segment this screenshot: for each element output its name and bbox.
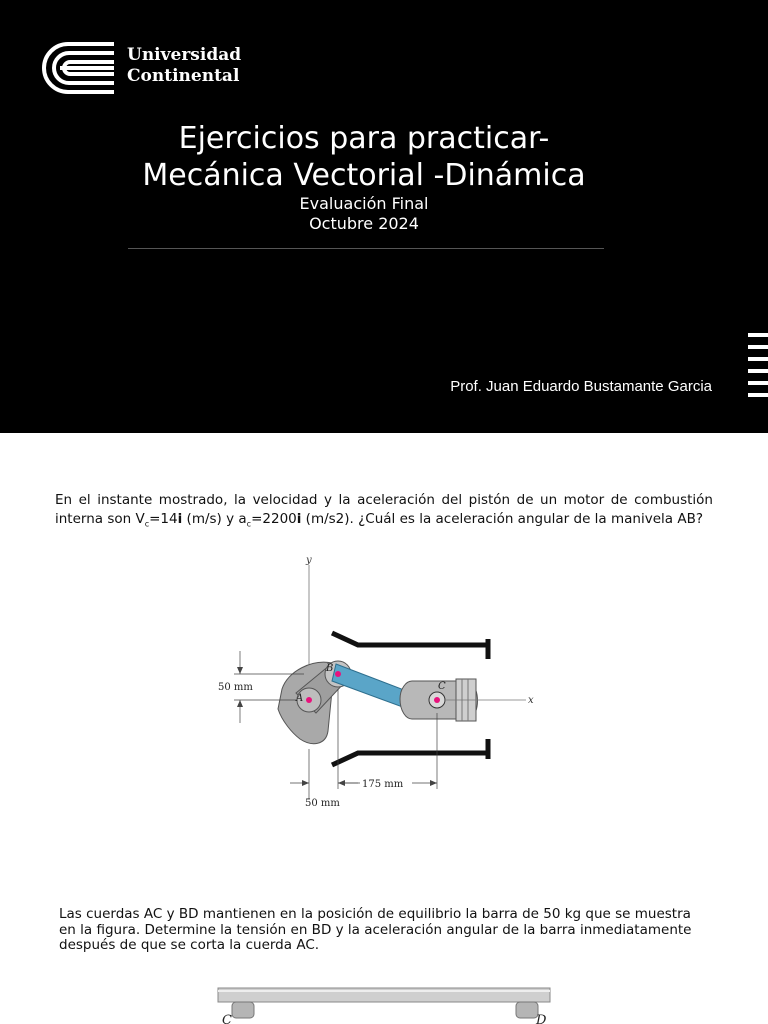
cylinder-wall-bottom (332, 753, 488, 765)
acceleration-subscript: c (246, 519, 252, 529)
title-block (100, 120, 628, 234)
professor-name: Prof. Juan Eduardo Bustamante Garcia (450, 378, 712, 395)
unit-vector-i-2: i (296, 511, 302, 527)
subtitle-line-2: Octubre 2024 (309, 214, 419, 233)
dim-offset-label: 50 mm (305, 798, 340, 809)
unit-vector-i-1: i (177, 511, 183, 527)
label-d-fig2: D (536, 1013, 547, 1024)
problem-1-statement (55, 491, 713, 534)
dim-vertical-label: 50 mm (218, 682, 253, 693)
velocity-subscript: c (144, 519, 150, 529)
arrowhead-up-icon (237, 700, 243, 707)
problem-2-statement: Las cuerdas AC y BD mantienen en la posición de equilibrio la barra de 50 kg que se muestra en la figura. Determine la tensión en BD y la aceleración angular de la barra inmediatamente después de que se corta la cuerda AC. (59, 906, 692, 953)
label-c-fig2: C (222, 1013, 232, 1024)
point-b-marker (335, 671, 341, 677)
logo-text (127, 45, 241, 87)
point-c-marker (434, 697, 440, 703)
arrowhead-right-icon (430, 780, 437, 786)
title-divider (128, 248, 604, 249)
problem-1-text-a: En el instante mostrado, la velocidad y la aceleración del pistón de un motor de combustión interna son V (55, 492, 713, 527)
dim-horizontal-label: 175 mm (362, 779, 404, 790)
logo-line-1: Universidad (127, 45, 242, 65)
pulley-d (516, 1002, 538, 1018)
cylinder-wall-top (332, 633, 488, 645)
university-logo (40, 40, 240, 96)
engine-mechanism-figure (200, 553, 550, 813)
problem-1-text-c: (m/s) y a (182, 511, 247, 527)
title-line-1: Ejercicios para practicar- (178, 121, 550, 156)
decorative-stripes (748, 333, 768, 401)
problem-1-text-e: (m/s2). ¿Cuál es la aceleración angular de la manivela AB? (301, 511, 703, 527)
title-slide (0, 0, 768, 433)
problem-1-text-d: =2200 (251, 511, 297, 527)
problem-1-text-b: =14 (149, 511, 178, 527)
logo-line-2: Continental (127, 66, 240, 86)
y-axis-label: y (306, 555, 312, 566)
label-c: C (438, 681, 446, 692)
bar-figure (210, 980, 560, 1024)
title-line-2: Mecánica Vectorial -Dinámica (142, 158, 586, 193)
subtitle-line-1: Evaluación Final (299, 194, 429, 213)
x-axis-label: x (528, 695, 534, 706)
logo-emblem-icon (40, 40, 120, 96)
point-a-marker (306, 697, 312, 703)
label-a: A (296, 693, 304, 704)
arrowhead-offset-left-icon (302, 780, 309, 786)
pulley-c (232, 1002, 254, 1018)
label-b: B (326, 663, 334, 674)
arrowhead-down-icon (237, 667, 243, 674)
